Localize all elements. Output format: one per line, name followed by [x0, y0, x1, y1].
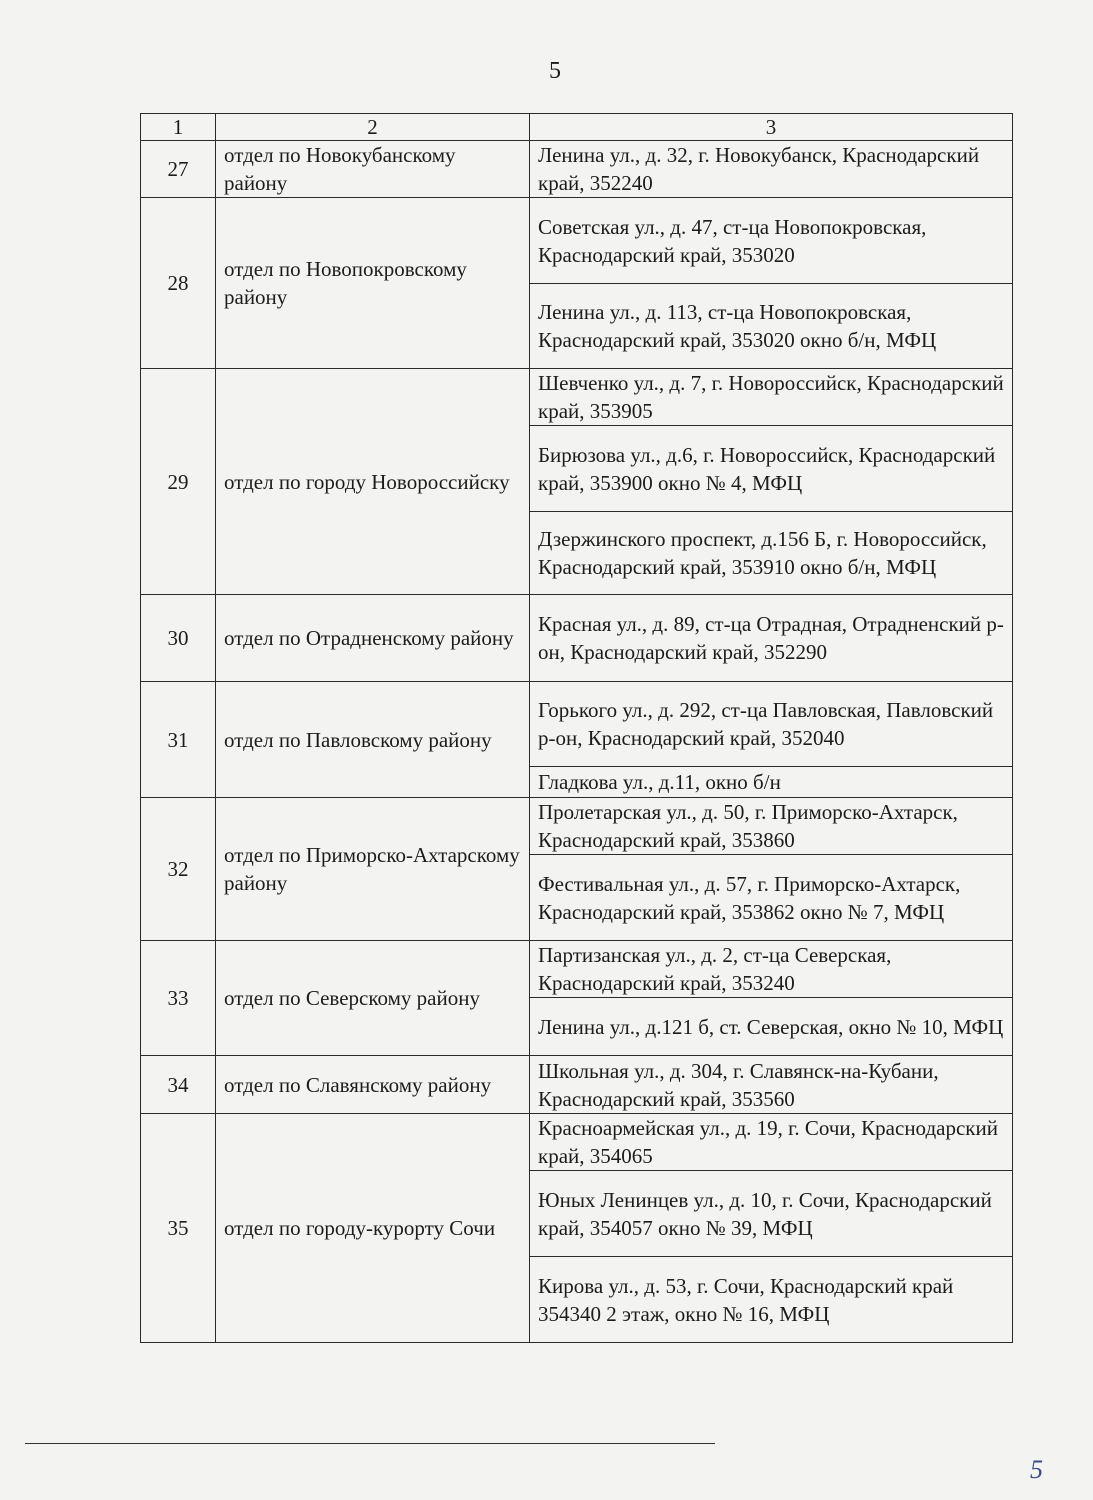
table-body — [141, 141, 1013, 1343]
row-number: 34 — [141, 1056, 216, 1114]
row-number: 35 — [141, 1114, 216, 1343]
department-name: отдел по Приморско-Ахтарскому району — [216, 798, 530, 941]
table-row — [141, 1114, 1013, 1171]
table-row — [141, 798, 1013, 855]
row-number: 27 — [141, 141, 216, 198]
address-cell: Фестивальная ул., д. 57, г. Приморско-Ахтарск, Краснодарский край, 353862 окно № 7, МФЦ — [530, 855, 1013, 941]
address-cell: Юных Ленинцев ул., д. 10, г. Сочи, Краснодарский край, 354057 окно № 39, МФЦ — [530, 1171, 1013, 1257]
table-row — [141, 595, 1013, 682]
address-cell: Советская ул., д. 47, ст-ца Новопокровская, Краснодарский край, 353020 — [530, 198, 1013, 284]
table-row — [141, 941, 1013, 998]
address-cell: Ленина ул., д.121 б, ст. Северская, окно № 10, МФЦ — [530, 998, 1013, 1056]
address-cell: Бирюзова ул., д.6, г. Новороссийск, Краснодарский край, 353900 окно № 4, МФЦ — [530, 426, 1013, 512]
table-row — [141, 682, 1013, 767]
department-name: отдел по городу-курорту Сочи — [216, 1114, 530, 1343]
page-number: 5 — [549, 58, 561, 84]
address-cell: Ленина ул., д. 32, г. Новокубанск, Краснодарский край, 352240 — [530, 141, 1013, 198]
department-name: отдел по городу Новороссийску — [216, 369, 530, 595]
offices-table — [140, 113, 1013, 1343]
handwritten-page-number: 5 — [1030, 1455, 1043, 1484]
table-row — [141, 141, 1013, 198]
department-name: отдел по Северскому району — [216, 941, 530, 1056]
footer-divider — [25, 1443, 715, 1444]
column-header-number: 1 — [141, 114, 216, 141]
department-name: отдел по Новопокровскому району — [216, 198, 530, 369]
column-header-address: 3 — [530, 114, 1013, 141]
row-number: 28 — [141, 198, 216, 369]
table-row — [141, 369, 1013, 426]
address-cell: Ленина ул., д. 113, ст-ца Новопокровская, Краснодарский край, 353020 окно б/н, МФЦ — [530, 284, 1013, 369]
address-cell: Красная ул., д. 89, ст-ца Отрадная, Отрадненский р-он, Краснодарский край, 352290 — [530, 595, 1013, 682]
department-name: отдел по Новокубанскому району — [216, 141, 530, 198]
department-name: отдел по Славянскому району — [216, 1056, 530, 1114]
address-cell: Дзержинского проспект, д.156 Б, г. Новороссийск, Краснодарский край, 353910 окно б/н, МФЦ — [530, 512, 1013, 595]
department-name: отдел по Павловскому району — [216, 682, 530, 798]
address-cell: Горького ул., д. 292, ст-ца Павловская, Павловский р-он, Краснодарский край, 352040 — [530, 682, 1013, 767]
row-number: 30 — [141, 595, 216, 682]
address-cell: Партизанская ул., д. 2, ст-ца Северская, Краснодарский край, 353240 — [530, 941, 1013, 998]
address-cell: Шевченко ул., д. 7, г. Новороссийск, Краснодарский край, 353905 — [530, 369, 1013, 426]
row-number: 29 — [141, 369, 216, 595]
table-row — [141, 198, 1013, 284]
row-number: 32 — [141, 798, 216, 941]
address-cell: Школьная ул., д. 304, г. Славянск-на-Кубани, Краснодарский край, 353560 — [530, 1056, 1013, 1114]
address-cell: Пролетарская ул., д. 50, г. Приморско-Ахтарск, Краснодарский край, 353860 — [530, 798, 1013, 855]
address-cell: Кирова ул., д. 53, г. Сочи, Краснодарский край 354340 2 этаж, окно № 16, МФЦ — [530, 1257, 1013, 1343]
address-cell: Гладкова ул., д.11, окно б/н — [530, 767, 1013, 798]
table-row — [141, 1056, 1013, 1114]
address-cell: Красноармейская ул., д. 19, г. Сочи, Краснодарский край, 354065 — [530, 1114, 1013, 1171]
table-header-row — [141, 114, 1013, 141]
row-number: 31 — [141, 682, 216, 798]
column-header-department: 2 — [216, 114, 530, 141]
row-number: 33 — [141, 941, 216, 1056]
department-name: отдел по Отрадненскому району — [216, 595, 530, 682]
